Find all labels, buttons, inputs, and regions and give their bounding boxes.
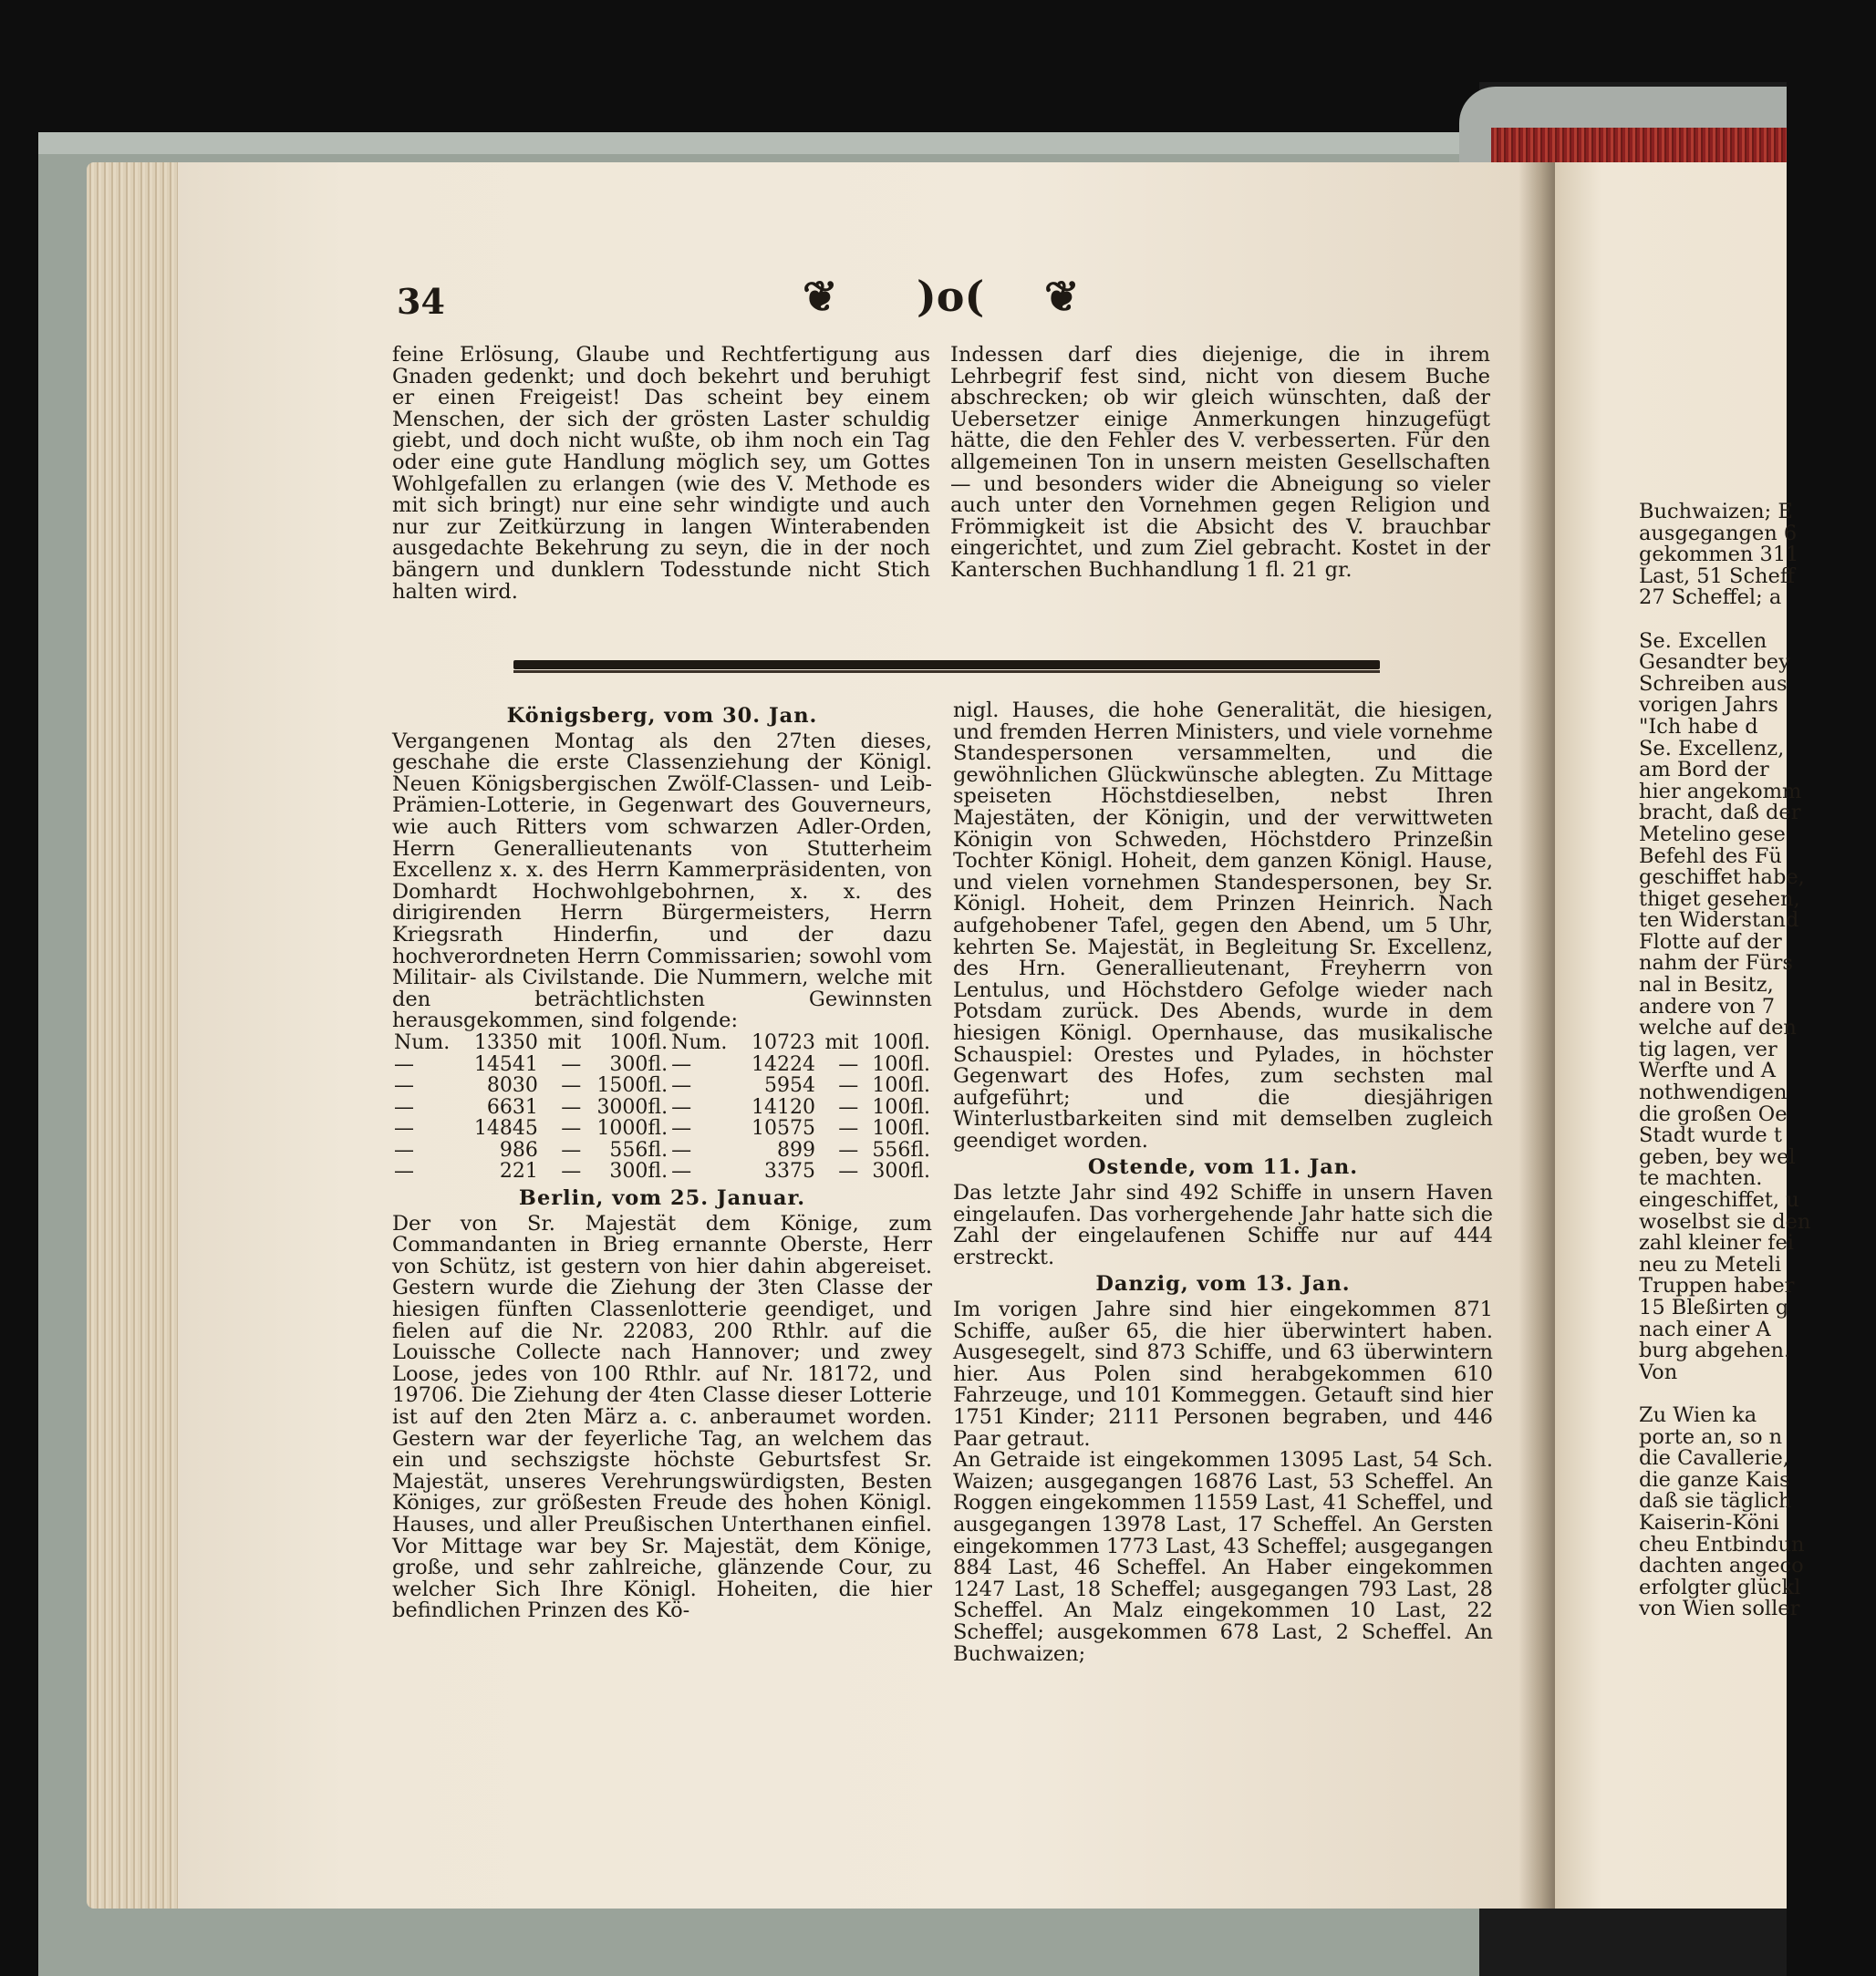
review-text-right: Indessen darf dies diejenige, die in ihrem Lehrbegrif fest sind, nicht von diesem Buche abschrecken; ob wir gleich wünschten, daß der Uebersetzer einige Anmerkungen hinzugefügt hätte, die den Fehler des V. verbesserten. Für den allgemeinen Ton in unsern meisten Gesellschaften — und besonders wider die Abneigung so vieler auch unter den Vornehmen gegen Religion und Frömmigkeit ist die Absicht des V. brauchbar eingerichtet, und zum Ziel gebracht. Kostet in der Kanterschen Buchhandlung 1 fl. 21 gr.	[950, 343, 1490, 582]
lottery-value-left: 3000fl.	[596, 1095, 669, 1119]
facing-page-line: Gesandter bey	[1639, 650, 1790, 675]
lottery-number-left: 986	[499, 1138, 538, 1162]
facing-page-line: Zu Wien ka	[1639, 1402, 1757, 1427]
lottery-number-left: 14541	[473, 1052, 538, 1076]
lottery-number-left: 8030	[486, 1074, 538, 1098]
lottery-sep-right: —	[838, 1074, 859, 1098]
lottery-sep-left: —	[561, 1095, 582, 1119]
facing-page-line: bracht, daß der	[1639, 801, 1801, 825]
lottery-sep-right: —	[838, 1117, 859, 1141]
facing-page-line: Truppen haber	[1639, 1274, 1795, 1298]
facing-page-line: burg abgehen.	[1639, 1339, 1791, 1363]
lottery-label-right: —	[671, 1160, 692, 1184]
ostende-heading: Ostende, vom 11. Jan.	[1087, 1155, 1359, 1180]
lottery-sep-left: —	[561, 1117, 582, 1141]
lottery-number-left: 6631	[486, 1095, 538, 1119]
lottery-number-left: 13350	[473, 1030, 538, 1054]
lottery-value-right: 100fl.	[872, 1117, 930, 1141]
lottery-value-left: 1000fl.	[596, 1117, 669, 1141]
facing-page-line: Se. Excellen	[1639, 628, 1767, 653]
facing-page-line	[1639, 609, 1876, 631]
facing-page-line: andere von 7	[1639, 994, 1776, 1019]
facing-page-line: am Bord der	[1639, 758, 1769, 782]
lottery-label-left: —	[394, 1095, 414, 1119]
lottery-label-right: —	[671, 1095, 692, 1119]
lottery-number-right: 10723	[751, 1030, 815, 1054]
facing-page-line: von Wien soller	[1639, 1597, 1800, 1621]
lottery-sep-left: —	[561, 1052, 582, 1076]
lottery-value-right: 100fl.	[872, 1052, 930, 1076]
facing-page-line: 27 Scheffel; a	[1639, 585, 1782, 610]
lottery-label-left: —	[394, 1138, 414, 1162]
facing-page-line: erfolgter glückl	[1639, 1575, 1801, 1599]
ornament-left-icon: ❦	[803, 272, 838, 321]
lottery-number-right: 899	[776, 1138, 815, 1162]
lottery-sep-left: —	[561, 1138, 582, 1162]
facing-page-line: daß sie täglich	[1639, 1489, 1792, 1514]
danzig-text-2: An Getraide ist eingekommen 13095 Last, 54 Sch. Waizen; ausgegangen 16876 Last, 53 Scheffel. An Roggen eingekommen 11559 Last, 41 Scheffel, und ausgegangen 13978 Last, 17 Scheffel. An Gersten eingekommen 1773 Last, 43 Scheffel; ausgegangen 884 Last, 46 Scheffel. An Haber eingekommen 1247 Last, 18 Scheffel; ausgegangen 793 Last, 28 Scheffel. An Malz eingekommen 10 Last, 22 Scheffel; ausgekommen 678 Last, 2 Scheffel. An Buchwaizen;	[953, 1448, 1493, 1666]
ostende-text: Das letzte Jahr sind 492 Schiffe in unsern Haven eingelaufen. Das vorhergehende Jahr hatte sich die Zahl der eingelaufenen Schiffe nur auf 444 erstreckt.	[953, 1181, 1493, 1269]
lottery-sep-right: —	[838, 1052, 859, 1076]
danzig-text-1: Im vorigen Jahre sind hier eingekommen 871 Schiffe, außer 65, die hier überwintert haben. Ausgesegelt, sind 873 Schiffe, und 63 überwintern hier. Aus Polen sind herabgekommen 610 Fahrzeuge, und 101 Kommeggen. Getauft sind hier 1751 Kinder; 2111 Personen begraben, und 446 Paar getraut.	[953, 1298, 1493, 1451]
facing-page-line: Se. Excellenz,	[1639, 736, 1785, 760]
review-text-left: feine Erlösung, Glaube und Rechtfertigung aus Gnaden gedenkt; und doch bekehrt und beruhigt er einen Freigeist! Das scheint bey einem Menschen, der sich der grösten Laster schuldig giebt, und doch nicht wußte, ob ihm noch ein Tag oder eine gute Handlung möglich sey, um Gottes Wohlgefallen zu erlangen (wie des V. Methode es mit sich bringt) nur eine sehr windigte und auch nur zur Zeitkürzung in langen Winterabenden ausgedachte Bekehrung zu seyn, die in der noch bängern und dunklern Todesstunde nicht Stich halten wird.	[392, 343, 930, 604]
lottery-sep-right: —	[838, 1138, 859, 1162]
lottery-value-right: 100fl.	[872, 1095, 930, 1119]
ornament-right-icon: ❦	[1044, 272, 1080, 321]
lottery-sep-left: —	[561, 1074, 582, 1098]
lottery-label-left: —	[394, 1074, 414, 1098]
danzig-heading: Danzig, vom 13. Jan.	[1095, 1272, 1351, 1297]
facing-page-line: Last, 51 Scheff	[1639, 564, 1795, 588]
berlin-heading: Berlin, vom 25. Januar.	[518, 1186, 806, 1211]
facing-page-line: ten Widerstand	[1639, 908, 1799, 933]
lottery-value-left: 556fl.	[609, 1138, 669, 1162]
facing-page-line: gekommen 311	[1639, 543, 1799, 567]
lottery-number-right: 10575	[751, 1117, 815, 1141]
lottery-label-right: —	[671, 1138, 692, 1162]
facing-page-line: die Cavallerie,	[1639, 1446, 1789, 1471]
facing-page-line: Von	[1639, 1360, 1678, 1384]
lottery-row	[392, 1054, 932, 1076]
facing-page-line	[1639, 1383, 1876, 1405]
facing-page-line: te machten.	[1639, 1166, 1763, 1191]
lottery-sep-left: —	[561, 1160, 582, 1184]
lottery-row	[392, 1118, 932, 1140]
berlin-text: Der von Sr. Majestät dem Könige, zum Commandanten in Brieg ernannte Oberste, Herr von Schütz, ist gestern von hier dahin abgereiset. Gestern wurde die Ziehung der 3ten Classe der hiesigen fünften Classenlotterie geendiget, und fielen auf die Nr. 22083, 200 Rthlr. auf die Louissche Collecte nach Hannover; und zwey Loose, jedes von 100 Rthlr. auf Nr. 18172, und 19706. Die Ziehung der 4ten Classe dieser Lotterie ist auf den 2ten März a. c. anberaumet worden. Gestern war der feyerliche Tag, an welchem das ein und sechszigste höchste Geburtsfest Sr. Majestät, unseres Verehrungswürdigsten, Besten Königes, zur größesten Freude des hohen Königl. Hauses, und aller Preußischen Unterthanen einfiel. Vor Mittage war bey Sr. Majestät, dem Könige, große, und sehr zahlreiche, glänzende Cour, zu welcher Sich Ihre Königl. Hoheiten, die hier befindlichen Prinzen des Kö-	[392, 1211, 932, 1623]
lottery-label-left: —	[394, 1052, 414, 1076]
facing-page-line: die großen Oe	[1639, 1102, 1788, 1126]
facing-page-line: Werfte und A	[1639, 1059, 1776, 1083]
lottery-sep-left: mit	[547, 1030, 582, 1054]
lottery-value-right: 300fl.	[872, 1160, 930, 1184]
koenigsberg-text: Vergangenen Montag als den 27ten dieses, geschahe die erste Classenziehung der Königl. Neuen Königsbergischen Zwölf-Classen- und Leib-Prämien-Lotterie, in Gegenwart des Gouverneurs, wie auch Ritters vom schwarzen Adler-Orden, Herrn Generallieutenants von Stutterheim Excellenz x. x. des Herrn Kammerpräsidenten, von Domhardt Hochwohlgebohrnen, x. x. des dirigirenden Herrn Bürgermeisters, Herrn Kriegsrath Hinderfin, und der dazu hochverordneten Herrn Commissarien; sowohl vom Militair- als Civilstande. Die Nummern, welche mit den beträchtlichsten Gewinnsten herausgekommen, sind folgende:	[392, 729, 932, 1033]
lottery-number-right: 14120	[751, 1095, 815, 1119]
facing-page-line: Buchwaizen; E	[1639, 500, 1793, 523]
lottery-number-right: 5954	[763, 1074, 815, 1098]
facing-page-line: 15 Bleßirten g	[1639, 1295, 1789, 1319]
facing-page-line: porte an, so n	[1639, 1424, 1783, 1449]
news-column-left	[392, 700, 932, 1622]
section-divider-thin	[513, 670, 1380, 673]
lottery-value-right: 100fl.	[872, 1030, 930, 1054]
facing-page-line: Metelino gese	[1639, 822, 1786, 846]
lottery-label-right: —	[671, 1052, 692, 1076]
facing-page-line: nahm der Fürs	[1639, 951, 1793, 976]
lottery-row	[392, 1161, 932, 1183]
lottery-number-left: 221	[499, 1160, 538, 1184]
facing-page-line: geben, bey wel	[1639, 1144, 1796, 1169]
review-column-left	[392, 345, 930, 603]
facing-page-line: Kaiserin-Köni	[1639, 1510, 1779, 1535]
lottery-value-right: 100fl.	[872, 1074, 930, 1098]
facing-page	[1555, 162, 1811, 1909]
lottery-label-left: Num.	[394, 1030, 451, 1054]
page-stack-edges	[87, 162, 192, 1909]
facing-page-line: thiget gesehen,	[1639, 886, 1800, 911]
facing-page-line: tig lagen, ver	[1639, 1037, 1778, 1061]
lottery-row	[392, 1097, 932, 1119]
lottery-table	[392, 1032, 932, 1183]
lottery-label-left: —	[394, 1160, 414, 1184]
facing-page-line: nal in Besitz,	[1639, 973, 1774, 998]
ornament-middle-icon: )o(	[917, 272, 985, 321]
lottery-sep-right: —	[838, 1160, 859, 1184]
lottery-row	[392, 1075, 932, 1097]
koenigsberg-heading: Königsberg, vom 30. Jan.	[506, 704, 818, 728]
facing-page-line: Befehl des Fü	[1639, 843, 1782, 868]
lottery-number-right: 14224	[751, 1052, 815, 1076]
lottery-row	[392, 1140, 932, 1162]
facing-page-line: vorigen Jahrs	[1639, 693, 1778, 718]
cover-top-edge	[38, 132, 1479, 154]
page-gutter	[1518, 162, 1555, 1909]
lottery-label-right: Num.	[671, 1030, 728, 1054]
facing-page-line: "Ich habe d	[1639, 714, 1758, 739]
lottery-row	[392, 1032, 932, 1054]
lottery-label-right: —	[671, 1074, 692, 1098]
facing-page-line: hier angekomm	[1639, 779, 1802, 803]
facing-page-line: eingeschiffet, u	[1639, 1188, 1799, 1212]
lottery-number-left: 14845	[473, 1117, 538, 1141]
facing-page-line: ausgegangen 6	[1639, 521, 1798, 545]
lottery-value-left: 300fl.	[609, 1160, 669, 1184]
section-divider	[513, 660, 1380, 669]
lottery-label-right: —	[671, 1117, 692, 1141]
facing-page-line: Stadt wurde t	[1639, 1123, 1782, 1148]
lottery-label-left: —	[394, 1117, 414, 1141]
page-number: 34	[397, 281, 445, 322]
lottery-value-left: 100fl.	[609, 1030, 669, 1054]
facing-page-line: dachten angeco	[1639, 1554, 1804, 1578]
review-column-right	[950, 345, 1490, 582]
lottery-value-right: 556fl.	[872, 1138, 930, 1162]
facing-page-line: die ganze Kais	[1639, 1467, 1790, 1492]
facing-page-line: cheu Entbindun	[1639, 1532, 1805, 1557]
facing-page-line: welche auf den	[1639, 1016, 1797, 1040]
lottery-sep-right: —	[838, 1095, 859, 1119]
facing-page-line: Schreiben aus	[1639, 671, 1788, 696]
facing-page-line: nach einer A	[1639, 1317, 1771, 1341]
facing-page-line: geschiffet habe,	[1639, 865, 1805, 890]
facing-page-line: woselbst sie den	[1639, 1209, 1811, 1234]
lottery-sep-right: mit	[824, 1030, 859, 1054]
facing-page-line: nothwendigen	[1639, 1081, 1788, 1105]
facing-page-line: zahl kleiner fei	[1639, 1231, 1795, 1256]
lottery-value-left: 300fl.	[609, 1052, 669, 1076]
facing-page-line: neu zu Meteli	[1639, 1252, 1782, 1277]
facing-page-text	[1639, 502, 1876, 1620]
berlin-continuation: nigl. Hauses, die hohe Generalität, die hiesigen, und fremden Herren Ministers, und viele vornehme Standespersonen versammelten, und die gewöhnlichen Glückwünsche ablegten. Zu Mittage speiseten Höchstdieselben, nebst Ihren Majestäten, der Königin, und der verwittweten Königin von Schweden, Höchstdero Prinzeßin Tochter Königl. Hoheit, dem ganzen Königl. Hause, und vielen vornehmen Standespersonen, bey Sr. Königl. Hoheit, dem Prinzen Heinrich. Nach aufgehobener Tafel, gegen den Abend, um 5 Uhr, kehrten Se. Majestät, in Begleitung Sr. Excellenz, des Hrn. Generallieutenant, Freyherrn von Lentulus, und Höchstdero Gefolge wieder nach Potsdam zurück. Des Abends, wurde in dem hiesigen Königl. Opernhause, das musikalische Schauspiel: Orestes und Pylades, in höchster Gegenwart des Hofes, zum sechsten mal aufgeführt; und die diesjährigen Winterlustbarkeiten sind mit demselben zugleich geendiget worden.	[953, 698, 1493, 1153]
lottery-value-left: 1500fl.	[596, 1074, 669, 1098]
lottery-number-right: 3375	[763, 1160, 815, 1184]
facing-page-line: Flotte auf der	[1639, 929, 1782, 954]
news-column-right	[953, 700, 1493, 1665]
